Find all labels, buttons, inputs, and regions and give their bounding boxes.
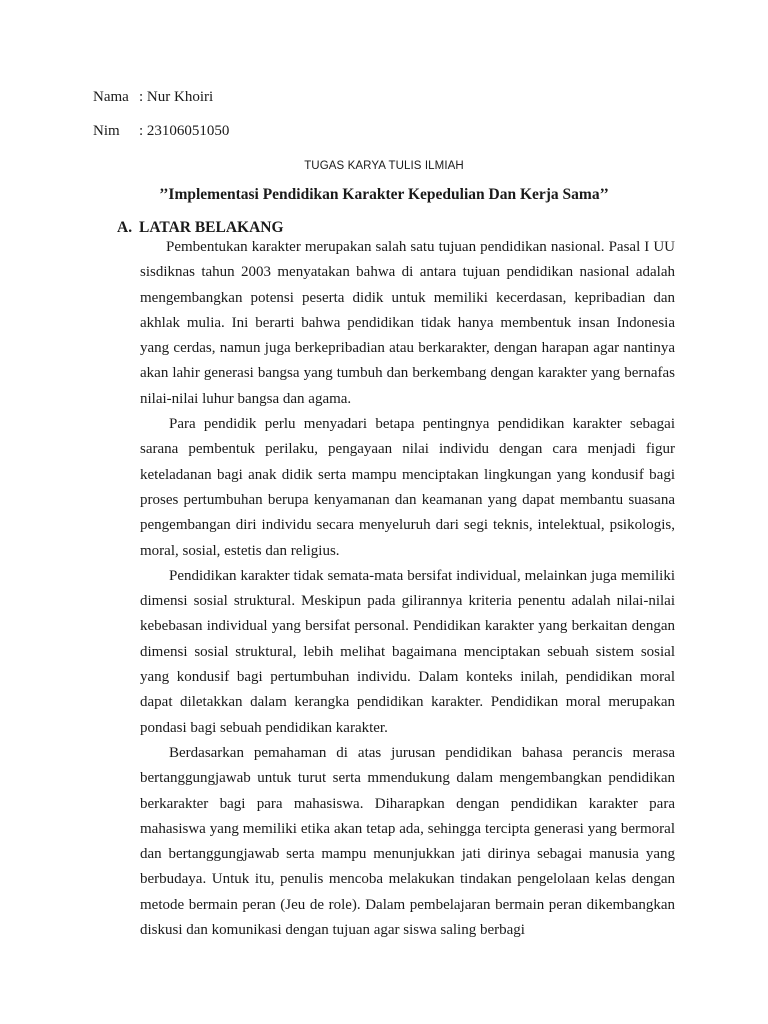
nim-label: Nim [93,123,120,139]
paragraph: Para pendidik perlu menyadari betapa pentingnya pendidikan karakter sebagai sarana pembentuk perilaku, pengayaan nilai individu dengan cara menjadi figur keteladanan bagi anak didik serta mampu menciptakan lingkungan yang kondusif bagi proses pertumbuhan berupa kenyamanan dan keamanan yang dapat membantu suasana pengembangan diri individu secara menyeluruh dari segi teknis, intelektual, psikologis, moral, sosial, estetis dan religius. [140,416,675,559]
name-label: Nama [93,89,129,105]
paragraph: Pembentukan karakter merupakan salah satu tujuan pendidikan nasional. Pasal I UU sisdiknas tahun 2003 menyatakan bahwa di antara tujuan pendidikan nasional adalah mengembangkan potensi peserta didik untuk memiliki kecerdasan, kepribadian dan akhlak mulia. Ini berarti bahwa pendidikan tidak hanya membentuk insan Indonesia yang cerdas, namun juga berkepribadian atau berkarakter, dengan harapan agar nantinya akan lahir generasi bangsa yang tumbuh dan berkembang dengan karakter yang bernafas nilai-nilai luhur bangsa dan agama. [140,239,675,407]
name-value: : Nur Khoiri [139,89,214,105]
paragraph: Pendidikan karakter tidak semata-mata bersifat individual, melainkan juga memiliki dimensi sosial struktural. Meskipun pada gilirannya kriteria penentu adalah nilai-nilai kebebasan individual yang bersifat personal. Pendidikan karakter yang berkaitan dengan dimensi sosial struktural, lebih melihat bagaimana menciptakan sebuah sistem sosial yang kondusif bagi pertumbuhan individu. Dalam konteks inilah, pendidikan moral dapat diletakkan dalam kerangka pendidikan karakter. Pendidikan moral merupakan pondasi bagi sebuah pendidikan karakter. [140,567,675,736]
section-body [140,235,675,943]
section-letter: A. [117,219,133,236]
section-heading-text: LATAR BELAKANG [139,219,284,236]
paragraph: Berdasarkan pemahaman di atas jurusan pendidikan bahasa perancis merasa bertanggungjawab untuk turut serta mmendukung dalam mengembangkan pendidikan berkarakter bagi para mahasiswa. Diharapkan dengan pendidikan karakter para mahasiswa yang memiliki etika akan tetap ada, sehingga tercipta generasi yang bermoral dan bertanggungjawab serta mampu menunjukkan jati dirinya sebagai manusia yang berbudaya. Untuk itu, penulis mencoba melakukan tindakan pengelolaan kelas dengan metode bermain peran (Jeu de role). Dalam pembelajaran bermain peran dikembangkan diskusi dan komunikasi dengan tujuan agar siswa saling berbagi [140,744,675,939]
student-nim-row [93,122,229,140]
document-kind: TUGAS KARYA TULIS ILMIAH [304,160,464,172]
student-name-row [93,88,213,106]
document-title: ’’Implementasi Pendidikan Karakter Kepedulian Dan Kerja Sama’’ [159,186,609,203]
nim-value: : 23106051050 [139,123,230,139]
